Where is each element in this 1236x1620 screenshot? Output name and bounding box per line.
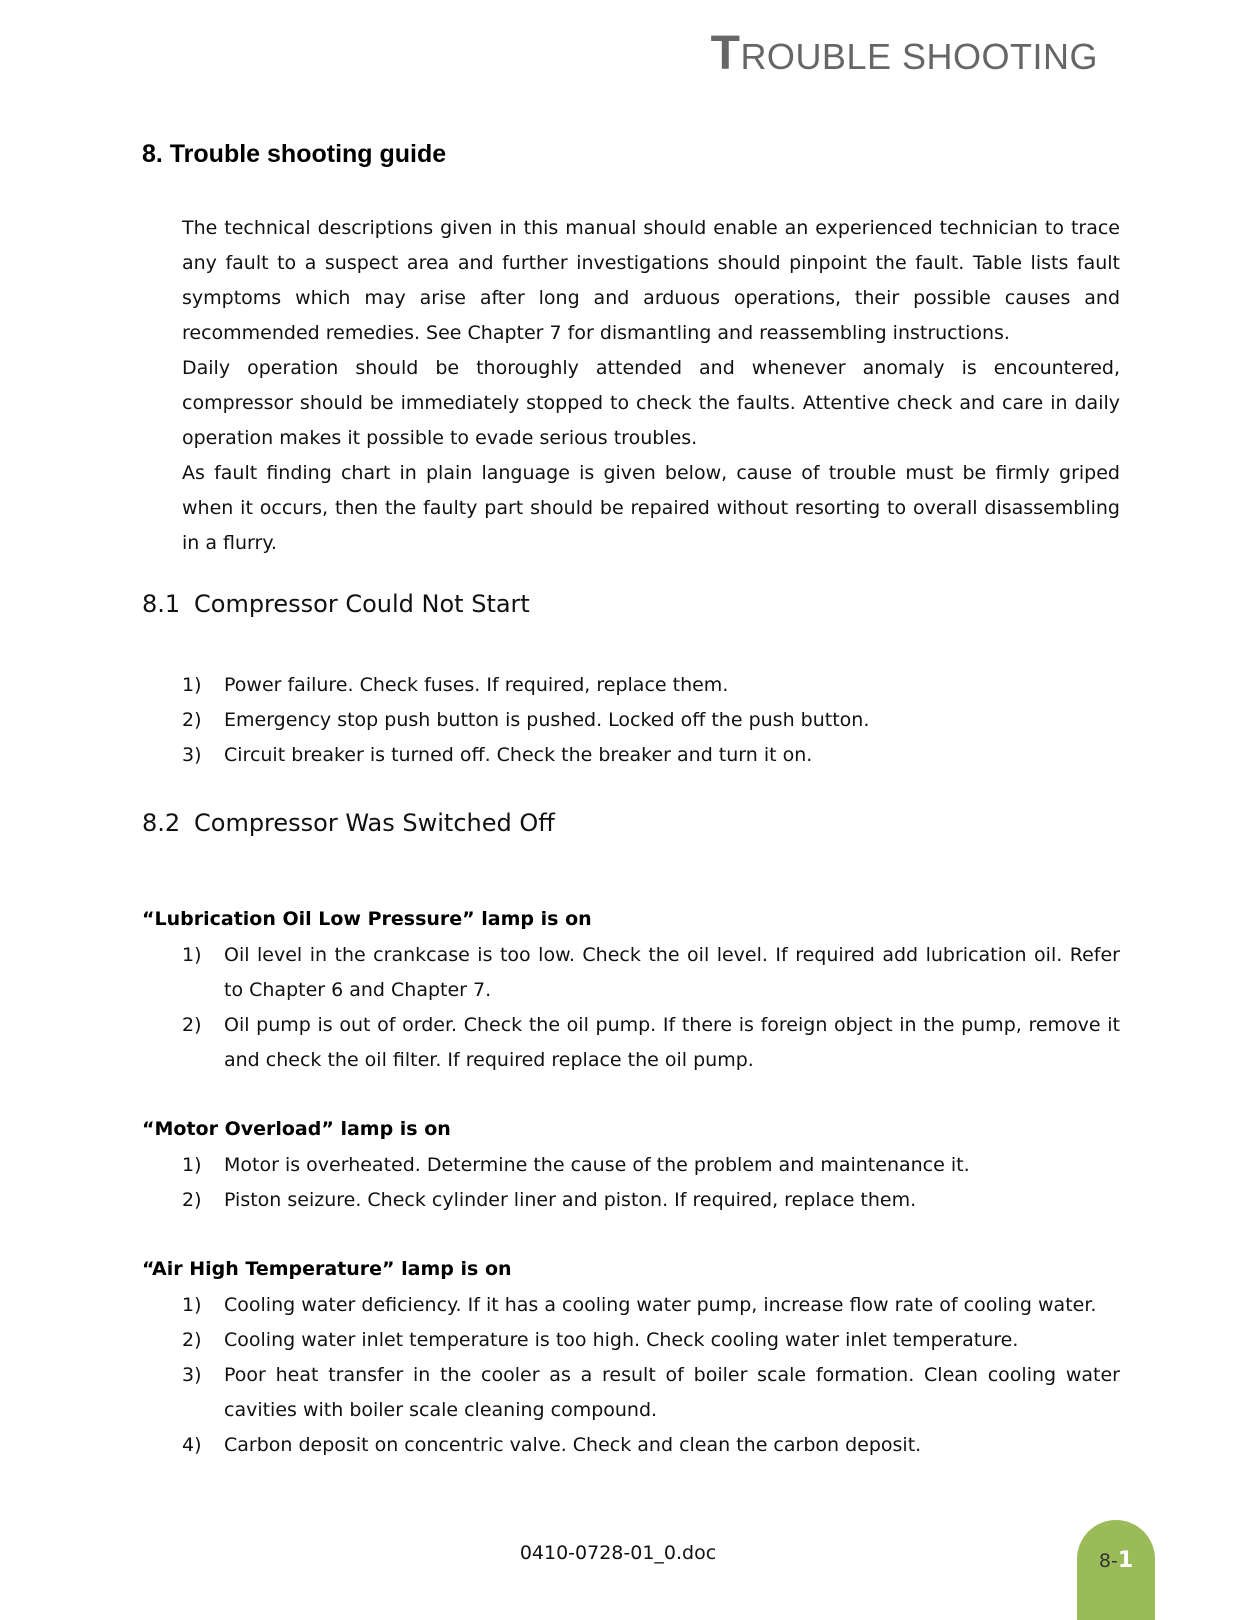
intro-paragraph: Daily operation should be thoroughly attended and whenever anomaly is encountered, compressor should be immediately stopped to check the faults. Attentive check and care in daily operation makes it possible to evade serious troubles. xyxy=(182,357,1120,449)
item-text: Cooling water deficiency. If it has a cooling water pump, increase flow rate of cooling water. xyxy=(224,1294,1097,1316)
list-lube-oil xyxy=(182,938,1120,1078)
list-motor-overload xyxy=(182,1148,1120,1218)
page-number-tab xyxy=(1077,1520,1155,1620)
list-item xyxy=(182,703,1120,738)
section-heading-8-2 xyxy=(142,809,555,837)
item-number: 2) xyxy=(182,1189,202,1211)
list-item xyxy=(182,1428,1120,1463)
list-item xyxy=(182,1323,1120,1358)
item-number: 1) xyxy=(182,674,202,696)
chapter-title: 8. Trouble shooting guide xyxy=(142,140,447,168)
item-number: 1) xyxy=(182,1294,202,1316)
list-item xyxy=(182,738,1120,773)
running-header-title xyxy=(711,26,1098,81)
list-item xyxy=(182,1288,1120,1323)
item-text: Power failure. Check fuses. If required, replace them. xyxy=(224,674,729,696)
item-text: Circuit breaker is turned off. Check the breaker and turn it on. xyxy=(224,744,813,766)
item-number: 4) xyxy=(182,1434,202,1456)
list-could-not-start xyxy=(182,668,1120,773)
item-text: Poor heat transfer in the cooler as a result of boiler scale formation. Clean cooling water cavities with boiler scale cleaning compound. xyxy=(224,1364,1120,1421)
item-number: 2) xyxy=(182,709,202,731)
section-title: Compressor Was Switched Off xyxy=(194,809,555,837)
item-number: 1) xyxy=(182,944,202,966)
list-item xyxy=(182,1008,1120,1078)
subheading-motor-overload: “Motor Overload” lamp is on xyxy=(142,1118,451,1140)
item-number: 2) xyxy=(182,1329,202,1351)
item-text: Piston seizure. Check cylinder liner and piston. If required, replace them. xyxy=(224,1189,917,1211)
intro-paragraph: As fault finding chart in plain language is given below, cause of trouble must be firmly griped when it occurs, then the faulty part should be repaired without resorting to overall disassembling in a flurry. xyxy=(182,462,1120,554)
item-text: Carbon deposit on concentric valve. Check and clean the carbon deposit. xyxy=(224,1434,922,1456)
section-heading-8-1 xyxy=(142,590,530,618)
intro-paragraph: The technical descriptions given in this manual should enable an experienced technician to trace any fault to a suspect area and further investigations should pinpoint the fault. Table lists fault symptoms which may arise after long and arduous operations, their possible causes and recommended remedies. See Chapter 7 for dismantling and reassembling instructions. xyxy=(182,217,1120,344)
item-number: 2) xyxy=(182,1014,202,1036)
subheading-air-high-temp: “Air High Temperature” lamp is on xyxy=(142,1258,512,1280)
list-item xyxy=(182,1183,1120,1218)
item-number: 3) xyxy=(182,744,202,766)
item-text: Emergency stop push button is pushed. Locked off the push button. xyxy=(224,709,870,731)
item-text: Cooling water inlet temperature is too high. Check cooling water inlet temperature. xyxy=(224,1329,1019,1351)
page-chapter-prefix: 8- xyxy=(1098,1550,1118,1572)
section-number: 8.2 xyxy=(142,809,181,837)
item-text: Oil level in the crankcase is too low. Check the oil level. If required add lubrication oil. Refer to Chapter 6 and Chapter 7. xyxy=(224,944,1120,1001)
footer-document-id: 0410-0728-01_0.doc xyxy=(519,1542,717,1564)
list-item xyxy=(182,1148,1120,1183)
item-text: Oil pump is out of order. Check the oil pump. If there is foreign object in the pump, remove it and check the oil filter. If required replace the oil pump. xyxy=(224,1014,1120,1071)
list-air-high-temp xyxy=(182,1288,1120,1463)
section-title: Compressor Could Not Start xyxy=(194,590,530,618)
item-number: 3) xyxy=(182,1364,202,1386)
intro-text xyxy=(182,211,1120,561)
section-number: 8.1 xyxy=(142,590,181,618)
header-title-initial: T xyxy=(710,27,741,80)
item-text: Motor is overheated. Determine the cause of the problem and maintenance it. xyxy=(224,1154,970,1176)
list-item xyxy=(182,668,1120,703)
page-number: 1 xyxy=(1117,1548,1134,1573)
item-number: 1) xyxy=(182,1154,202,1176)
list-item xyxy=(182,938,1120,1008)
list-item xyxy=(182,1358,1120,1428)
subheading-lube-oil: “Lubrication Oil Low Pressure” lamp is on xyxy=(142,908,592,930)
header-title-rest: ROUBLE SHOOTING xyxy=(740,36,1098,77)
